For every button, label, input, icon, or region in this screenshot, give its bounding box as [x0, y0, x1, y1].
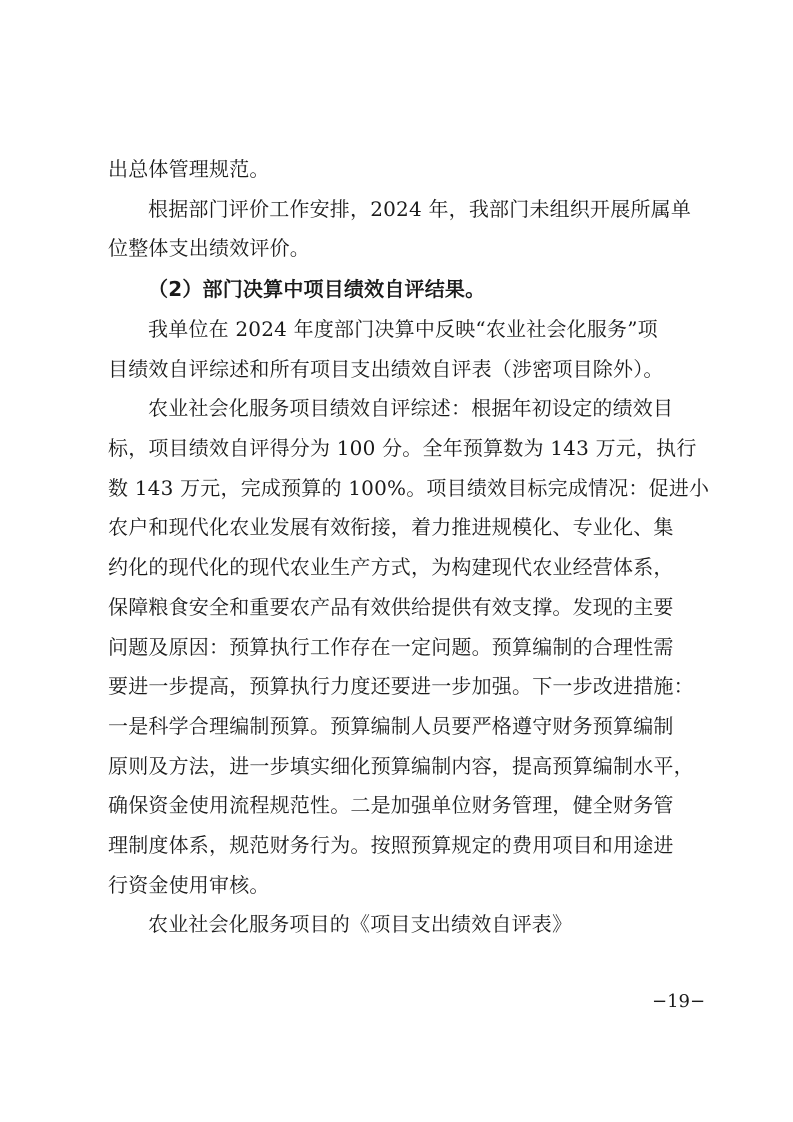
text-line: 原则及方法，进一步填实细化预算编制内容，提高预算编制水平， [108, 754, 694, 778]
text-line: 出总体管理规范。 [108, 157, 270, 181]
text-line: 保障粮食安全和重要农产品有效供给提供有效支撑。发现的主要 [108, 595, 674, 619]
page-number: −19− [652, 991, 706, 1012]
section-heading: （2）部门决算中项目绩效自评结果。 [148, 277, 486, 301]
text-line: 约化的现代化的现代农业生产方式，为构建现代农业经营体系， [108, 555, 674, 579]
paragraph-start: 农业社会化服务项目的《项目支出绩效自评表》 [148, 912, 573, 936]
text-line: 确保资金使用流程规范性。二是加强单位财务管理，健全财务管 [108, 793, 674, 817]
text-line: 一是科学合理编制预算。预算编制人员要严格遵守财务预算编制 [108, 714, 674, 738]
text-line: 理制度体系，规范财务行为。按照预算规定的费用项目和用途进 [108, 833, 674, 857]
text-line: 要进一步提高，预算执行力度还要进一步加强。下一步改进措施： [108, 674, 694, 698]
paragraph-start: 根据部门评价工作安排，2024 年，我部门未组织开展所属单 [148, 197, 692, 221]
text-line: 问题及原因：预算执行工作存在一定问题。预算编制的合理性需 [108, 635, 674, 659]
text-line: 标，项目绩效自评得分为 100 分。全年预算数为 143 万元，执行 [108, 436, 697, 460]
paragraph-start: 农业社会化服务项目绩效自评综述：根据年初设定的绩效目 [148, 396, 674, 420]
text-line: 目绩效自评综述和所有项目支出绩效自评表（涉密项目除外）。 [108, 357, 664, 381]
text-line: 数 143 万元，完成预算的 100%。项目绩效目标完成情况：促进小 [108, 476, 710, 500]
paragraph-start: 我单位在 2024 年度部门决算中反映“农业社会化服务”项 [148, 317, 658, 341]
text-line: 行资金使用审核。 [108, 873, 270, 897]
text-line: 位整体支出绩效评价。 [108, 236, 310, 260]
text-line: 农户和现代化农业发展有效衔接，着力推进规模化、专业化、集 [108, 515, 674, 539]
